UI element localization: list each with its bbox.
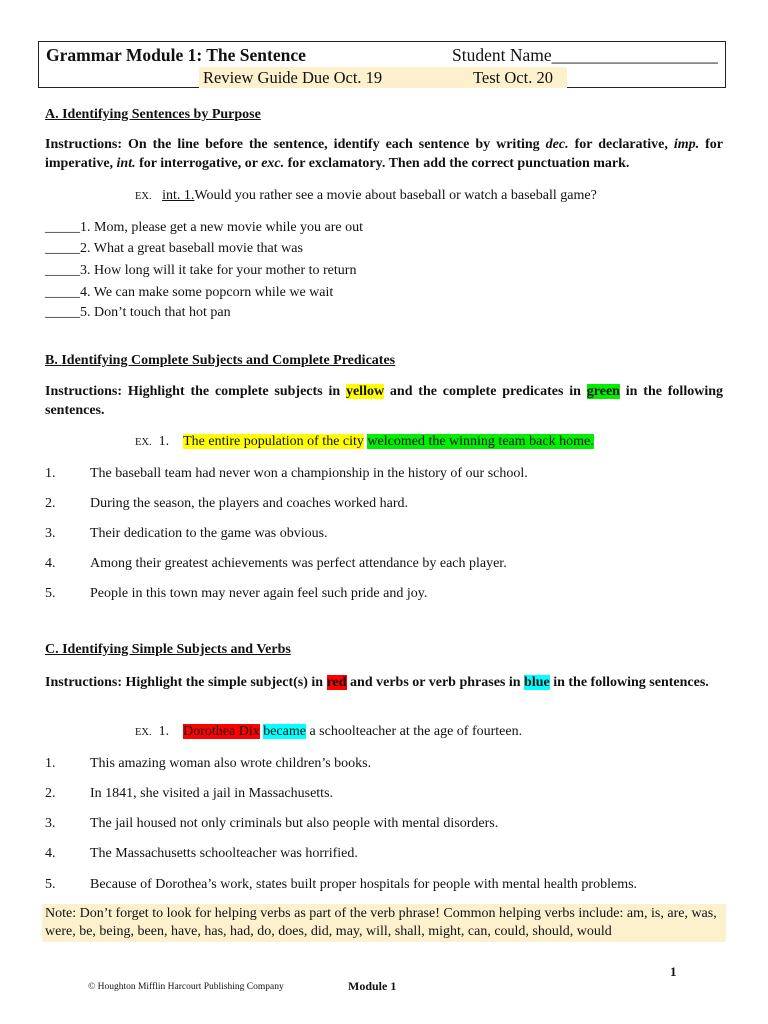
sentence: The baseball team had never won a championship in the history of our school.: [90, 466, 528, 481]
sentence: Among their greatest achievements was perfect attendance by each player.: [90, 556, 507, 571]
sentence: This amazing woman also wrote children’s books.: [90, 756, 372, 771]
list-item: _____4. We can make some popcorn while we wait: [45, 285, 334, 300]
review-guide-due: Review Guide Due Oct. 19: [203, 68, 383, 87]
green-highlight-word: green: [586, 384, 620, 399]
section-a-heading: A. Identifying Sentences by Purpose: [45, 107, 261, 122]
list-item: _____2. What a great baseball movie that was: [45, 241, 303, 256]
example-complete-subject: The entire population of the city: [183, 434, 364, 449]
section-c-heading: C. Identifying Simple Subjects and Verbs: [45, 642, 291, 657]
section-a-instructions: Instructions: On the line before the sentence, identify each sentence by writing dec. for declarative, imp. for imperative, int. for interrogative, or exc. for exclamatory. Then add the correct punctuation mark.: [45, 137, 723, 171]
due-dates-banner: [199, 67, 567, 88]
student-name-field: Student Name___________________: [452, 45, 718, 65]
page-number: 1: [670, 964, 677, 979]
section-a-example: EX. int. 1.Would you rather see a movie about baseball or watch a baseball game?: [135, 188, 597, 203]
sentence: Their dedication to the game was obvious.: [90, 526, 328, 541]
item-number: 5.: [45, 877, 56, 892]
module-label: Module 1: [348, 979, 397, 993]
item-number: 2.: [45, 786, 56, 801]
section-b-heading: B. Identifying Complete Subjects and Complete Predicates: [45, 353, 396, 368]
item-number: 3.: [45, 526, 56, 541]
item-number: 4.: [45, 556, 56, 571]
item-number: 1.: [45, 756, 56, 771]
sentence: In 1841, she visited a jail in Massachusetts.: [90, 786, 334, 801]
section-c-example: EX. 1. Dorothea Dix became a schoolteacher at the age of fourteen.: [135, 724, 523, 739]
blue-highlight-word: blue: [524, 675, 550, 690]
example-answer: int. 1.: [162, 188, 195, 203]
sentence: The Massachusetts schoolteacher was horrified.: [90, 846, 358, 861]
section-c-instructions: Instructions: Highlight the simple subject(s) in red and verbs or verb phrases in blue in the following sentences.: [45, 675, 709, 690]
list-item: _____5. Don’t touch that hot pan: [45, 305, 231, 320]
section-b-instructions: Instructions: Highlight the complete subjects in yellow and the complete predicates in green in the following sentences.: [45, 384, 723, 418]
yellow-highlight-word: yellow: [345, 384, 385, 399]
helping-verbs-note: Note: Don’t forget to look for helping verbs as part of the verb phrase! Common helping verbs include: am, is, are, was, were, be, being, been, have, has, had, do, does, did, may, will, shall, might, can, could, should, would: [42, 904, 726, 942]
example-verb: became: [263, 724, 306, 739]
sentence: The jail housed not only criminals but also people with mental disorders.: [90, 816, 499, 831]
sentence: Because of Dorothea’s work, states built proper hospitals for people with mental health problems.: [90, 877, 638, 892]
section-b-example: EX. 1. The entire population of the city welcomed the winning team back home.: [135, 434, 594, 449]
item-number: 3.: [45, 816, 56, 831]
header-box: [38, 41, 726, 88]
red-highlight-word: red: [326, 675, 347, 690]
item-number: 2.: [45, 496, 56, 511]
item-number: 4.: [45, 846, 56, 861]
sentence: During the season, the players and coaches worked hard.: [90, 496, 409, 511]
test-date: Test Oct. 20: [473, 68, 553, 87]
list-item: _____1. Mom, please get a new movie while you are out: [45, 220, 364, 235]
list-item: _____3. How long will it take for your mother to return: [45, 263, 357, 278]
sentence: People in this town may never again feel such pride and joy.: [90, 586, 428, 601]
item-number: 5.: [45, 586, 56, 601]
item-number: 1.: [45, 466, 56, 481]
example-complete-predicate: welcomed the winning team back home.: [367, 434, 594, 449]
example-simple-subject: Dorothea Dix: [183, 724, 260, 739]
worksheet-title: Grammar Module 1: The Sentence: [46, 45, 306, 65]
copyright: © Houghton Mifflin Harcourt Publishing Company: [88, 982, 284, 992]
